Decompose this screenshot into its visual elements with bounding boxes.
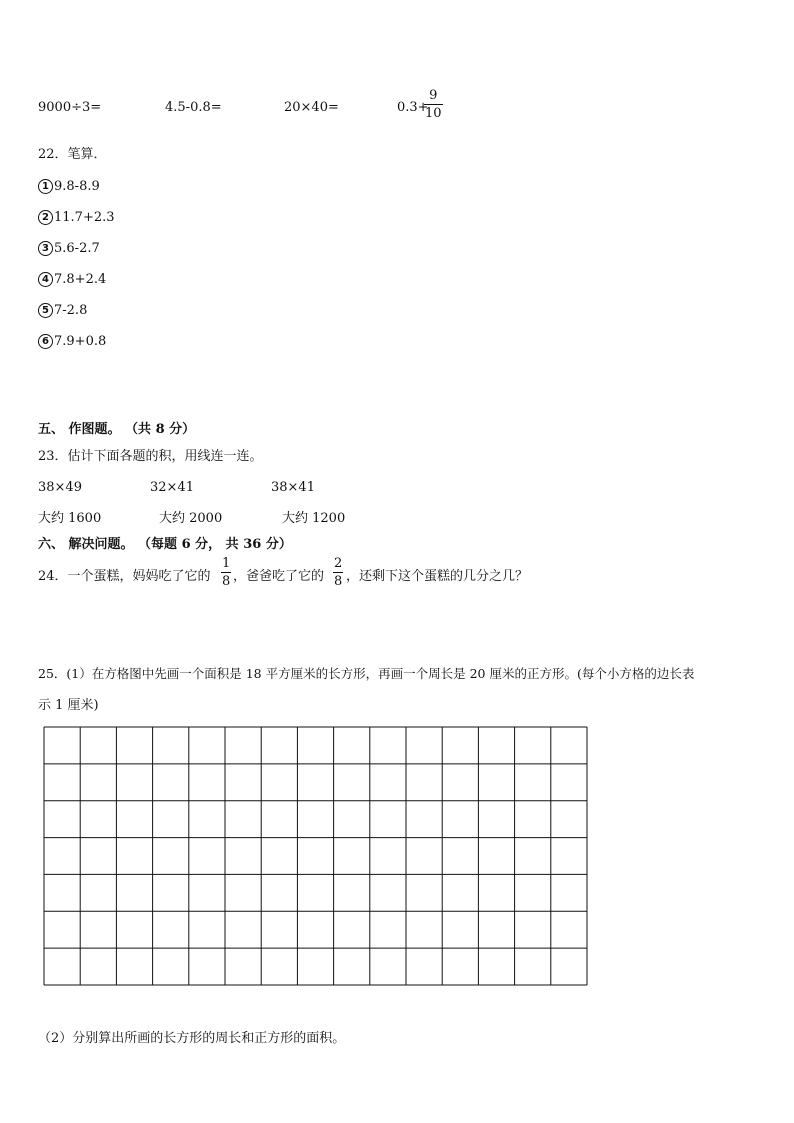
fraction-bar [221, 572, 231, 573]
q22-expr: 9.8-8.9 [54, 179, 100, 194]
q22-item [38, 210, 115, 225]
circled-number: 2 [38, 210, 53, 225]
circled-number: 3 [38, 241, 53, 256]
q23-estimate-2: 大约 2000 [159, 511, 223, 526]
q22-expr: 7.8+2.4 [54, 272, 107, 287]
q22-expr: 7-2.8 [54, 303, 88, 318]
q24-fraction-2 [333, 557, 343, 588]
fraction-numerator: 1 [222, 556, 231, 571]
q24-fraction-1 [221, 557, 231, 588]
q22-title: 22．笔算． [38, 147, 107, 162]
q23-expr-1: 38×49 [38, 480, 82, 495]
oral-calc-2: 4.5-0.8= [165, 100, 222, 115]
fraction-bar [333, 572, 343, 573]
q25-text-line1: 25．(1）在方格图中先画一个面积是 18 平方厘米的长方形，再画一个周长是 20 厘米的正方形。(每个小方格的边长表 [38, 666, 695, 681]
q23-expr-3: 38×41 [271, 480, 315, 495]
q23-estimate-1: 大约 1600 [38, 511, 102, 526]
circled-number: 6 [38, 334, 53, 349]
fraction-denominator: 8 [222, 574, 231, 589]
oral-calc-3: 20×40= [284, 100, 339, 115]
q22-expr: 11.7+2.3 [54, 210, 115, 225]
q23-expr-2: 32×41 [150, 480, 194, 495]
oral-calc-1: 9000÷3= [38, 100, 102, 115]
fraction-bar [424, 104, 443, 105]
q22-item [38, 334, 106, 349]
oral-calc-4-fraction [424, 89, 443, 120]
fraction-denominator: 10 [425, 106, 442, 121]
q25-text-line2: 示 1 厘米) [38, 698, 99, 713]
circled-number: 4 [38, 272, 53, 287]
fraction-numerator: 2 [334, 556, 343, 571]
q24-text-2: ，爸爸吃了它的 [233, 569, 325, 584]
q22-item [38, 179, 100, 194]
circled-number: 5 [38, 303, 53, 318]
square-grid[interactable] [43, 726, 588, 986]
fraction-numerator: 9 [429, 88, 438, 103]
q24-text-1: 24．一个蛋糕，妈妈吃了它的 [38, 569, 211, 584]
q24-text-3: ，还剩下这个蛋糕的几分之几？ [346, 569, 529, 584]
section6-heading: 六、 解决问题。 （每题 6 分， 共 36 分） [38, 537, 292, 552]
q22-item [38, 303, 87, 318]
section5-heading: 五、 作图题。 （共 8 分） [38, 422, 196, 437]
q22-item [38, 272, 106, 287]
oral-calc-4: 0.3+ [397, 100, 429, 115]
fraction-denominator: 8 [334, 574, 343, 589]
q22-expr: 5.6-2.7 [54, 241, 100, 256]
q25-part2: （2）分别算出所画的长方形的周长和正方形的面积。 [38, 1031, 346, 1046]
q22-item [38, 241, 100, 256]
circled-number: 1 [38, 179, 53, 194]
q22-expr: 7.9+0.8 [54, 334, 107, 349]
q23-title: 23．估计下面各题的积，用线连一连。 [38, 449, 263, 464]
q23-estimate-3: 大约 1200 [282, 511, 346, 526]
